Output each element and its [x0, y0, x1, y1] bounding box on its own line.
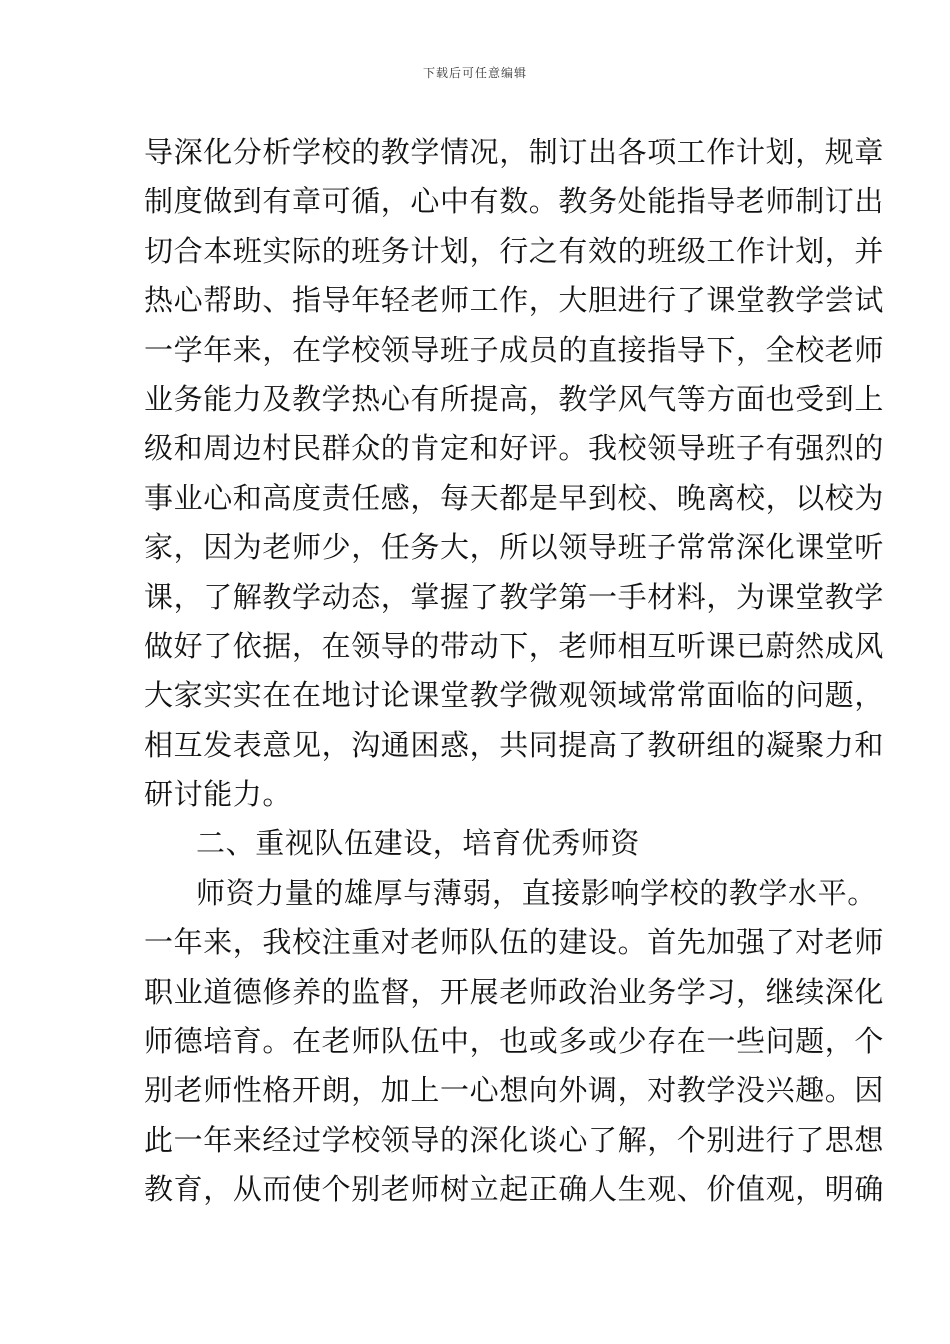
text-line: 切合本班实际的班务计划，行之有效的班级工作计划，并 [144, 233, 885, 268]
text-line: 课，了解教学动态，掌握了教学第一手材料，为课堂教学 [144, 579, 885, 614]
text-line: 师德培育。在老师队伍中，也或多或少存在一些问题，个 [144, 1024, 885, 1059]
text-line: 热心帮助、指导年轻老师工作，大胆进行了课堂教学尝试 [144, 283, 885, 318]
text-line: 职业道德修养的监督，开展老师政治业务学习，继续深化 [144, 974, 885, 1009]
text-line: 做好了依据，在领导的带动下，老师相互听课已蔚然成风 [144, 628, 885, 663]
text-line: 级和周边村民群众的肯定和好评。我校领导班子有强烈的 [144, 431, 885, 466]
text-line: 师资力量的雄厚与薄弱，直接影响学校的教学水平。 [196, 875, 877, 910]
document-body [144, 128, 885, 1215]
text-line: 一年来，我校注重对老师队伍的建设。首先加强了对老师 [144, 925, 885, 960]
text-line: 研讨能力。 [144, 777, 293, 812]
text-line: 教育，从而使个别老师树立起正确人生观、价值观，明确 [144, 1172, 885, 1207]
text-line: 此一年来经过学校领导的深化谈心了解，个别进行了思想 [144, 1122, 885, 1157]
text-line: 一学年来，在学校领导班子成员的直接指导下，全校老师 [144, 332, 885, 367]
text-line: 业务能力及教学热心有所提高，教学风气等方面也受到上 [144, 381, 885, 416]
text-line: 别老师性格开朗，加上一心想向外调，对教学没兴趣。因 [144, 1073, 885, 1108]
text-line: 大家实实在在地讨论课堂教学微观领域常常面临的问题， [144, 678, 885, 713]
text-line: 事业心和高度责任感，每天都是早到校、晚离校，以校为 [144, 480, 885, 515]
section-heading: 二、重视队伍建设，培育优秀师资 [196, 826, 641, 861]
text-line: 相互发表意见，沟通困惑，共同提高了教研组的凝聚力和 [144, 727, 885, 762]
text-line: 制度做到有章可循，心中有数。教务处能指导老师制订出 [144, 184, 885, 219]
text-line: 导深化分析学校的教学情况，制订出各项工作计划，规章 [144, 135, 885, 169]
page-header-note: 下载后可任意编辑 [422, 66, 527, 80]
text-line: 家，因为老师少，任务大，所以领导班子常常深化课堂听 [144, 530, 885, 565]
